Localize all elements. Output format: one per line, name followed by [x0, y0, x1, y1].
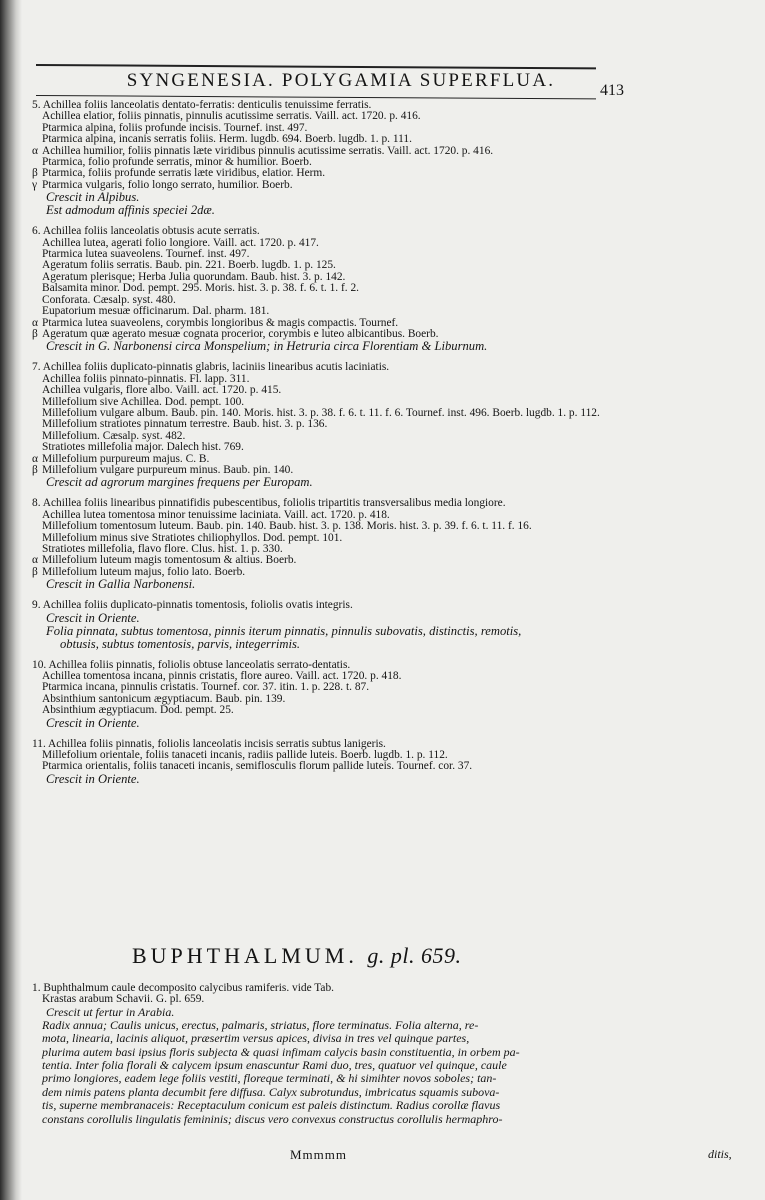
description-line: primo longiores, eadem lege foliis vestiti, floreque terminati, & hi simihter novos soboles; tan- [42, 1071, 497, 1086]
description-line: constans corollulis lingulatis femininis; discus vero convexus constructus corollulis hermaphro- [42, 1111, 503, 1126]
running-header: SYNGENESIA. POLYGAMIA SUPERFLUA. [126, 70, 556, 91]
synonym-text: Millefolium vulgare purpureum minus. Baub. pin. 140. [42, 463, 294, 476]
synonym-text: Millefolium tomentosum luteum. Baub. pin. 140. Baub. hist. 3. p. 138. Moris. hist. 3. p. 39. f. 6. t. 11. f. 16. [42, 520, 532, 533]
synonym-text: Achillea humilior, foliis pinnatis læte viridibus pinnulis acutissime serratis. Vaill. act. 1720. p. 416. [42, 144, 494, 157]
synonym-text: Ageratum plerisque; Herba Julia quorundam. Baub. hist. 3. p. 142. [42, 270, 346, 283]
habitat-line: Crescit in Alpibus. [46, 190, 140, 205]
synonym-line: Krastas arabum Schavii. G. pl. 659. [42, 993, 205, 1006]
species-note: Folia pinnata, subtus tomentosa, pinnis iterum pinnatis, pinnulis subovatis, distinctis, remotis, [46, 623, 522, 638]
synonym-text: Ptarmica vulgaris, folio longo serrato, humilior. Boerb. [42, 178, 293, 191]
variety-mark: α [32, 144, 38, 157]
variety-mark: α [32, 452, 38, 465]
habitat-line: Crescit in Oriente. [46, 610, 140, 625]
synonym-text: Millefolium minus sive Stratiotes chiliophyllos. Dod. pempt. 101. [42, 531, 343, 544]
synonym-text: Balsamita minor. Dod. pempt. 295. Moris. hist. 3. p. 38. f. 6. t. 1. f. 2. [42, 282, 360, 295]
habitat-line: Crescit ad agrorum margines frequens per Europam. [46, 475, 313, 490]
genus-heading [132, 943, 461, 969]
synonym-text: Eupatorium mesuæ officinarum. Dal. pharm. 181. [42, 305, 270, 318]
species-entry [28, 100, 734, 217]
synonym-text: Absinthium santonicum ægyptiacum. Baub. pin. 139. [42, 692, 286, 705]
description-line: tis, superne membranaceis: Receptaculum conicum est paleis distinctum. Radius corollæ flavus [42, 1098, 501, 1113]
habitat-line: Crescit in Oriente. [46, 771, 140, 786]
species-heading: 8. Achillea foliis linearibus pinnatifidis pubescentibus, foliolis tripartitis transversalibus media longiore. [32, 497, 506, 510]
species-heading: 9. Achillea foliis duplicato-pinnatis tomentosis, foliolis ovatis integris. [32, 599, 353, 612]
description-line: tentia. Inter folia florali & calycem ipsum enascuntur Rami duo, tres, quatuor vel quinque, caule [42, 1058, 507, 1073]
page-gutter-shadow [0, 0, 22, 1200]
species-entry [28, 600, 734, 650]
synonym-text: Ptarmica, folio profunde serratis, minor & humilior. Boerb. [42, 156, 312, 169]
synonym-text: Millefolium. Cæsalp. syst. 482. [42, 429, 186, 442]
synonym-text: Ptarmica incana, pinnulis cristatis. Tournef. cor. 37. itin. 1. p. 228. t. 87. [42, 681, 370, 694]
habitat-line: Crescit in Gallia Narbonensi. [46, 577, 196, 592]
species-entry [28, 660, 734, 730]
synonym-text: Ptarmica lutea suaveolens, corymbis longioribus & magis compactis. Tournef. [42, 316, 399, 329]
genus-reference: g. pl. 659. [367, 943, 462, 968]
habitat-line: Crescit ut fertur in Arabia. [46, 1004, 175, 1019]
genus-name: BUPHTHALMUM. [132, 943, 358, 968]
species-description [28, 1019, 732, 1126]
buphthalmum-entry [28, 983, 736, 1126]
species-heading: 1. Buphthalmum caule decomposito calycibus ramiferis. vide Tab. [32, 982, 335, 994]
signature-mark: Mmmmm [290, 1147, 348, 1162]
synonym-text: Achillea tomentosa incana, pinnis cristatis, flore aureo. Vaill. act. 1720. p. 418. [42, 670, 402, 683]
variety-mark: β [32, 167, 38, 180]
synonym-text: Ptarmica, foliis profunde serratis læte viridibus, elatior. Herm. [42, 167, 326, 180]
synonym-text: Ageratum foliis serratis. Baub. pin. 221. Boerb. lugdb. 1. p. 125. [42, 259, 336, 272]
synonym-text: Achillea elatior, foliis pinnatis, pinnulis acutissime serratis. Vaill. act. 1720. p. 416. [42, 110, 421, 123]
species-heading: 10. Achillea foliis pinnatis, foliolis obtuse lanceolatis serrato-dentatis. [32, 658, 351, 671]
species-heading: 11. Achillea foliis pinnatis, foliolis lanceolatis incisis serratis subtus lanigeris. [32, 737, 386, 750]
species-heading: 6. Achillea foliis lanceolatis obtusis acute serratis. [32, 225, 260, 238]
species-heading: 7. Achillea foliis duplicato-pinnatis glabris, laciniis linearibus acutis laciniatis. [32, 361, 390, 374]
page-number: 413 [600, 82, 624, 99]
synonym-text: Ptarmica orientalis, foliis tanaceti incanis, semiflosculis florum pallide luteis. Tournef. cor. 37. [42, 760, 473, 773]
variety-mark: β [32, 463, 38, 476]
variety-mark: β [32, 565, 38, 578]
catchword: ditis, [708, 1147, 732, 1161]
description-line: plurima autem basi ipsius floris subjecta & quasi infimam calycis basin constituentia, in orbem pa- [42, 1044, 520, 1059]
species-heading: 5. Achillea foliis lanceolatis dentato-ferratis: denticulis tenuissime ferratis. [32, 99, 372, 111]
synonym-text: Achillea foliis pinnato-pinnatis. Fl. lapp. 311. [42, 372, 250, 385]
synonym-text: Ageratum quæ agerato mesuæ cognata procerior, corymbis e luteo albicantibus. Boerb. [42, 327, 439, 340]
synonym-text: Achillea lutea, agerati folio longiore. Vaill. act. 1720. p. 417. [42, 236, 319, 249]
synonym-text: Conforata. Cæsalp. syst. 480. [42, 293, 176, 306]
synonym-text: Ptarmica alpina, foliis profunde incisis. Tournef. inst. 497. [42, 121, 308, 134]
species-entry [28, 498, 734, 591]
variety-mark: α [32, 316, 38, 329]
synonym-text: Stratiotes millefolia, flavo flore. Clus. hist. 1. p. 330. [42, 543, 283, 555]
synonym-text: Millefolium stratiotes pinnatum terrestre. Baub. hist. 3. p. 136. [42, 418, 328, 431]
synonym-text: Millefolium orientale, foliis tanaceti incanis, radiis pallide luteis. Boerb. lugdb. 1. p. 112. [42, 749, 448, 762]
synonym-text: Millefolium vulgare album. Baub. pin. 140. Moris. hist. 3. p. 38. f. 6. t. 11. f. 6. Tournef. inst. 496. Boerb. lugdb. 1. p. 112. [42, 406, 600, 419]
synonym-text: Stratiotes millefolia major. Dalech hist. 769. [42, 441, 244, 454]
synonym-text: Ptarmica alpina, incanis serratis foliis. Herm. lugdb. 694. Boerb. lugdb. 1. p. 111. [42, 133, 412, 146]
variety-mark: β [32, 327, 38, 340]
variety-mark: γ [32, 178, 38, 191]
synonym-text: Achillea lutea tomentosa minor tenuissime laciniata. Vaill. act. 1720. p. 418. [42, 508, 390, 521]
species-note: Est admodum affinis speciei 2dæ. [46, 203, 215, 218]
variety-mark: α [32, 554, 38, 567]
synonym-text: Millefolium luteum majus, folio lato. Boerb. [42, 565, 246, 578]
synonym-text: Millefolium purpureum majus. C. B. [42, 452, 210, 465]
description-line: Radix annua; Caulis unicus, erectus, palmaris, striatus, flore terminatus. Folia alterna, re- [42, 1017, 479, 1032]
species-entry [28, 362, 734, 489]
description-line: mota, linearia, lacinis aliquot, præsertim versus apices, divisa in tres vel quinque partes, [42, 1031, 470, 1046]
synonym-text: Achillea vulgaris, flore albo. Vaill. act. 1720. p. 415. [42, 384, 282, 397]
synonym-text: Ptarmica lutea suaveolens. Tournef. inst. 497. [42, 248, 250, 261]
synonym-text: Millefolium sive Achillea. Dod. pempt. 100. [42, 395, 245, 408]
synonym-line [28, 705, 734, 716]
achillea-species-list [28, 100, 734, 795]
description-line: dem nimis patens planta decumbit fere diffusa. Calyx subrotundus, imbricatus squamis subova- [42, 1084, 500, 1099]
species-entry [28, 226, 734, 353]
habitat-line: Crescit in Oriente. [46, 715, 140, 730]
habitat-line: Crescit in G. Narbonensi circa Monspelium; in Hetruria circa Florentiam & Liburnum. [46, 339, 488, 354]
synonym-text: Absinthium ægyptiacum. Dod. pempt. 25. [42, 704, 234, 717]
synonym-text: Millefolium luteum magis tomentosum & altius. Boerb. [42, 554, 297, 567]
species-note: obtusis, subtus tomentosis, parvis, integerrimis. [60, 636, 300, 651]
top-rule [36, 64, 596, 69]
species-entry [28, 739, 734, 786]
